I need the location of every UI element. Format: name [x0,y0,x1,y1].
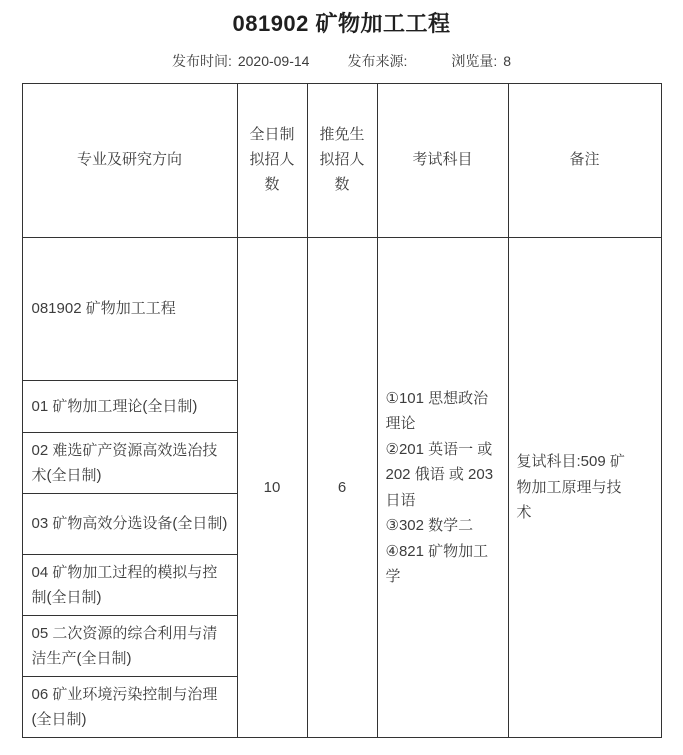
research-direction-cell: 03 矿物高效分选设备(全日制) [22,494,237,555]
table-header-row [22,84,661,238]
exempt-enrollment-value: 6 [307,238,377,738]
fulltime-enrollment-value: 10 [237,238,307,738]
exam-subjects-list [386,386,499,590]
publish-time [172,51,310,71]
view-count [451,51,511,71]
table-row [22,238,661,381]
publish-source [347,51,413,71]
header-remarks: 备注 [508,84,661,238]
view-count-value: 8 [503,53,512,69]
header-major-direction: 专业及研究方向 [22,84,237,238]
exam-subject-item: ①101 思想政治理论 [385,389,489,432]
page-title: 081902 矿物加工工程 [232,11,451,36]
header-exempt-enrollment: 推免生拟招人数 [307,84,377,238]
research-direction-cell: 06 矿业环境污染控制与治理(全日制) [22,677,237,738]
exam-subject-item: ④821 矿物加工学 [385,542,489,585]
exam-subjects-cell [377,238,508,738]
admissions-table [22,83,662,738]
publish-time-value: 2020-09-14 [237,53,310,69]
remarks-text: 复试科目:509 矿物加工原理与技术 [516,453,625,522]
header-fulltime-enrollment: 全日制拟招人数 [237,84,307,238]
remarks-cell [508,238,661,738]
publish-source-label: 发布来源: [347,53,408,69]
exam-subject-item: ②201 英语一 或 202 俄语 或 203 日语 [385,440,494,509]
view-count-label: 浏览量: [451,53,498,69]
research-direction-cell: 02 难选矿产资源高效选冶技术(全日制) [22,433,237,494]
header-exam-subjects: 考试科目 [377,84,508,238]
research-direction-cell: 01 矿物加工理论(全日制) [22,381,237,433]
exam-subject-item: ③302 数学二 [385,517,474,534]
research-direction-cell: 05 二次资源的综合利用与清洁生产(全日制) [22,616,237,677]
publish-time-label: 发布时间: [171,53,232,69]
major-program-cell: 081902 矿物加工工程 [22,238,237,381]
research-direction-cell: 04 矿物加工过程的模拟与控制(全日制) [22,555,237,616]
publish-meta-row [0,51,683,71]
